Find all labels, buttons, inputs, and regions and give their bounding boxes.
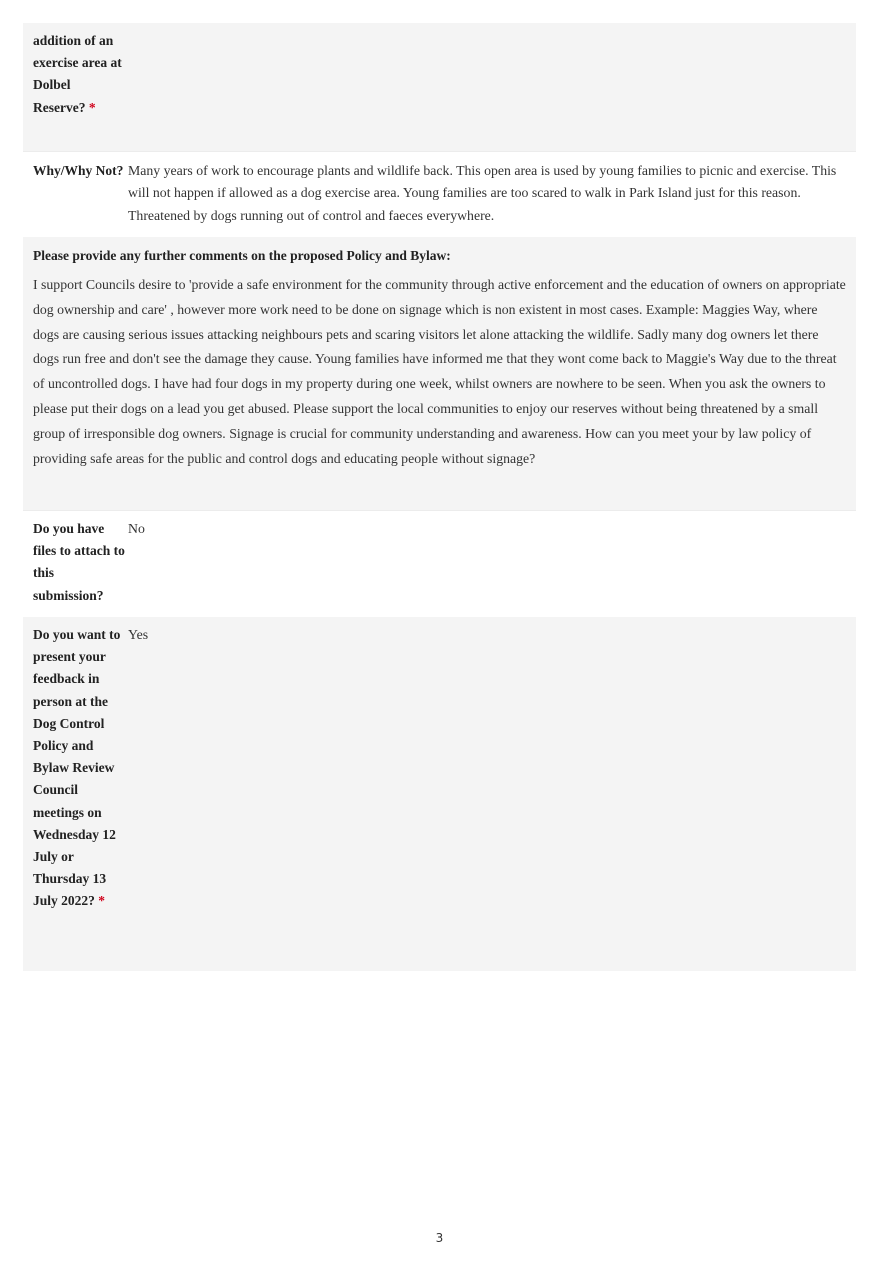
question-label: Why/Why Not? — [33, 163, 124, 178]
question-text: addition of an exercise area at Dolbel Reserve? — [33, 33, 122, 115]
answer-text: I support Councils desire to 'provide a safe environment for the community through active enforcement and the education of owners on appropriate dog ownership and care' , however more work need to be done on signage which is non existent in most cases. Example: Maggies Way, where dogs are causing serious issues attacking neighbours pets and scaring visitors let alone attacking the wildlife. Sadly many dog owners let there dogs run free and don't see the damage they cause. Young families have informed me that they wont come back to Maggie's Way due to the threat of uncontrolled dogs. I have had four dogs in my property during one week, whilst owners are nowhere to be seen. When you ask the owners to please put their dogs on a lead you get abused. Please support the local communities to enjoy our reserves without being threatened by a small group of irresponsible dog owners. Signage is crucial for community understanding and awareness. How can you meet your by law policy of providing safe areas for the public and control dogs and educating people without signage? — [33, 277, 846, 466]
answer-text: No — [128, 521, 145, 536]
answer-text: Yes — [128, 627, 149, 642]
question-text: Do you want to present your feedback in person at the Dog Control Policy and Bylaw Review Council meetings on Wednesday 12 July or Thursday 13 July 2022? — [33, 627, 121, 909]
question-label — [33, 624, 125, 913]
question-label: Please provide any further comments on the proposed Policy and Bylaw: — [33, 248, 451, 263]
required-asterisk: * — [98, 893, 106, 909]
form-row-further-comments — [23, 237, 856, 510]
required-asterisk: * — [88, 99, 96, 115]
answer-text: Many years of work to encourage plants and wildlife back. This open area is used by young families to picnic and exercise. This will not happen if allowed as a dog exercise area. Young families are too scared to walk in Park Island just for this reason. Threatened by dogs running out of control and faeces everywhere. — [128, 163, 837, 223]
form-row-files-attach — [23, 510, 856, 617]
form-row-why-why-not — [23, 151, 856, 236]
question-label — [33, 30, 125, 119]
form-row-dolbel-reserve — [23, 23, 856, 151]
page-number: 3 — [435, 1231, 444, 1245]
question-label: Do you have files to attach to this submission? — [33, 521, 125, 603]
form-row-present-in-person — [23, 617, 856, 971]
